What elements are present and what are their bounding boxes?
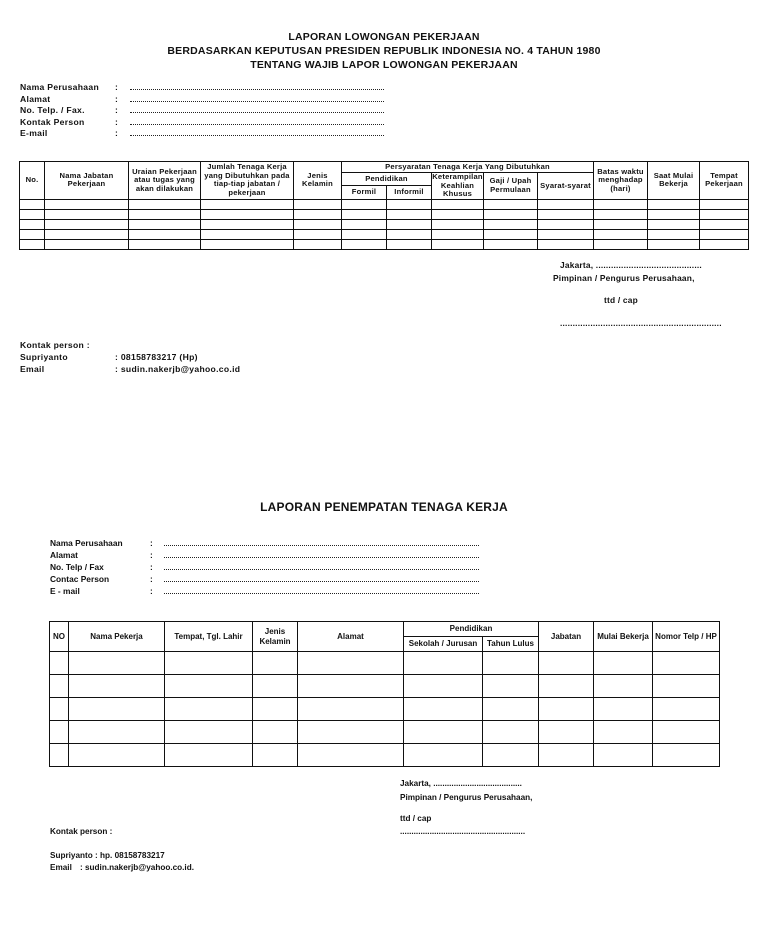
address-field[interactable] <box>130 101 384 102</box>
col-address: Alamat <box>298 622 404 652</box>
report1-contact-email-label: Email <box>20 364 45 374</box>
report2-signature-role: Pimpinan / Pengurus Perusahaan, <box>400 793 533 802</box>
company-name-field[interactable] <box>130 89 384 90</box>
email-field[interactable] <box>164 593 479 594</box>
report2-signature-stamp: ttd / cap <box>400 814 432 823</box>
field-colon: : <box>115 128 119 138</box>
report2-title: LAPORAN PENEMPATAN TENAGA KERJA <box>260 500 508 514</box>
field-colon: : <box>150 574 153 584</box>
col-workers-needed: Jumlah Tenaga Kerja yang Dibutuhkan pada tiap-tiap jabatan / pekerjaan <box>201 162 294 200</box>
placement-table <box>49 621 720 767</box>
phone-fax-field[interactable] <box>164 569 479 570</box>
col-formal: Formil <box>342 186 387 199</box>
report2-signature-city: Jakarta, ....................................... <box>400 779 522 788</box>
col-graduation-year: Tahun Lulus <box>483 637 539 652</box>
col-education: Pendidikan <box>342 173 432 186</box>
col-no: No. <box>20 162 45 200</box>
address-field[interactable] <box>164 557 479 558</box>
table-row <box>20 199 749 209</box>
table-row <box>20 219 749 229</box>
table-row <box>50 721 720 744</box>
field-label: Nama Perusahaan <box>20 82 100 92</box>
col-education: Pendidikan <box>404 622 539 637</box>
report1-company-form <box>20 82 390 140</box>
field-label: Kontak Person <box>20 116 85 127</box>
col-skills: Keterampilan Keahlian Khusus <box>432 172 483 198</box>
field-colon: : <box>115 116 119 127</box>
report1-signature-role: Pimpinan / Pengurus Perusahaan, <box>553 273 695 283</box>
field-colon: : <box>150 550 153 560</box>
col-birthplace-date: Tempat, Tgl. Lahir <box>165 622 253 652</box>
table-row <box>50 698 720 721</box>
col-gender: Jenis Kelamin <box>294 162 342 200</box>
table-row <box>20 229 749 239</box>
report1-title-line3: TENTANG WAJIB LAPOR LOWONGAN PEKERJAAN <box>250 59 518 71</box>
col-position: Jabatan <box>539 622 594 652</box>
col-informal: Informil <box>387 186 432 199</box>
field-label: Alamat <box>20 93 51 104</box>
report1-signature-city: Jakarta, .......................................... <box>560 260 702 270</box>
contact-person-field[interactable] <box>130 124 384 125</box>
report1-contact-phone: : 08158783217 (Hp) <box>115 352 198 362</box>
field-label: Alamat <box>50 550 78 560</box>
table-row <box>20 239 749 249</box>
field-label: E - mail <box>50 586 80 596</box>
field-label: E-mail <box>20 128 48 138</box>
col-worker-name: Nama Pekerja <box>69 622 165 652</box>
field-colon: : <box>115 82 119 92</box>
field-label: No. Telp / Fax <box>50 562 104 572</box>
col-no: NO <box>50 622 69 652</box>
report1-title-line2: BERDASARKAN KEPUTUSAN PRESIDEN REPUBLIK INDONESIA NO. 4 TAHUN 1980 <box>167 45 601 57</box>
col-start-work: Mulai Bekerja <box>594 622 653 652</box>
col-deadline: Batas waktu menghadap (hari) <box>594 162 648 200</box>
contact-person-field[interactable] <box>164 581 479 582</box>
report1-signature-stamp: ttd / cap <box>604 295 638 305</box>
company-name-field[interactable] <box>164 545 479 546</box>
field-colon: : <box>150 538 153 548</box>
field-colon: : <box>115 93 119 104</box>
report1-contact-email: : sudin.nakerjb@yahoo.co.id <box>115 364 241 374</box>
col-job-title: Nama Jabatan Pekerjaan <box>45 162 129 200</box>
field-label: No. Telp. / Fax. <box>20 105 85 115</box>
col-conditions: Syarat-syarat <box>538 173 594 200</box>
table-row <box>20 209 749 219</box>
report1-contact-name: Supriyanto <box>20 352 68 362</box>
col-workplace: Tempat Pekerjaan <box>700 162 749 200</box>
report2-signature-line: ....................................................... <box>400 827 526 836</box>
table-row <box>50 744 720 767</box>
email-field[interactable] <box>130 135 384 136</box>
report2-contact-email-label: Email <box>50 863 72 872</box>
vacancy-table <box>19 161 749 250</box>
col-salary: Gaji / Upah Permulaan <box>484 173 538 200</box>
report2-contact-heading: Kontak person : <box>50 827 113 836</box>
field-colon: : <box>150 562 153 572</box>
report1-contact-heading: Kontak person : <box>20 340 90 350</box>
field-colon: : <box>115 105 119 115</box>
col-gender: Jenis Kelamin <box>253 622 298 652</box>
table-row <box>50 675 720 698</box>
col-requirements: Persyaratan Tenaga Kerja Yang Dibutuhkan <box>342 162 594 173</box>
report2-company-form <box>50 538 490 600</box>
col-job-description: Uraian Pekerjaan atau tugas yang akan dilakukan <box>129 162 201 200</box>
field-label: Nama Perusahaan <box>50 538 123 548</box>
table-row <box>50 652 720 675</box>
report1-title-line1: LAPORAN LOWONGAN PEKERJAAN <box>288 31 480 43</box>
phone-fax-field[interactable] <box>130 112 384 113</box>
report1-signature-line: ................................................................ <box>560 318 722 328</box>
col-school-major: Sekolah / Jurusan <box>404 637 483 652</box>
report2-contact-phone: Supriyanto : hp. 08158783217 <box>50 851 165 860</box>
col-start-date: Saat Mulai Bekerja <box>648 162 700 200</box>
col-phone: Nomor Telp / HP <box>653 622 720 652</box>
report2-contact-email: : sudin.nakerjb@yahoo.co.id. <box>80 863 194 872</box>
field-label: Contac Person <box>50 574 110 584</box>
field-colon: : <box>150 586 153 596</box>
